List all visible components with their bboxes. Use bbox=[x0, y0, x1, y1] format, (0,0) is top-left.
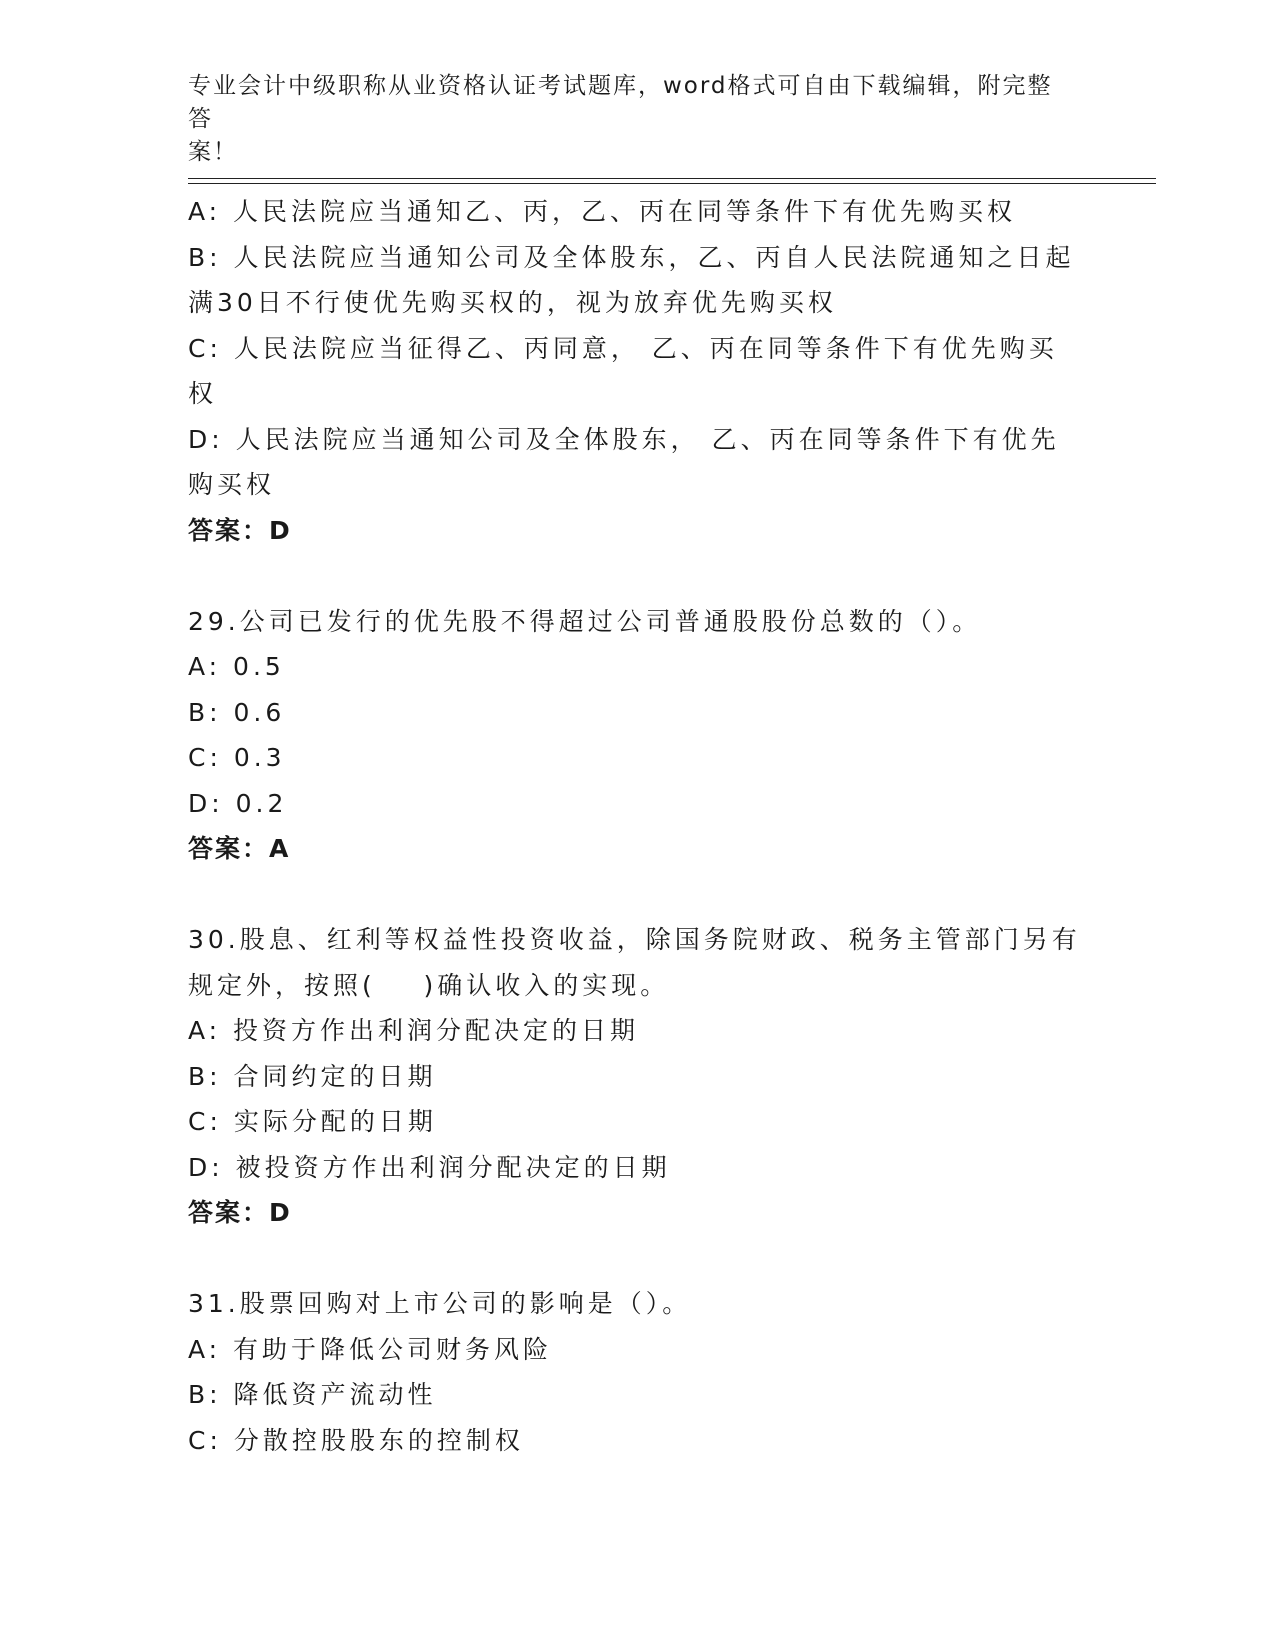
option-line: 满30日不行使优先购买权的，视为放弃优先购买权 bbox=[188, 288, 837, 317]
option-b: B: 合同约定的日期 bbox=[188, 1061, 437, 1091]
option-c: C: 分散控股股东的控制权 bbox=[188, 1425, 524, 1455]
answer-line: 答案：A bbox=[188, 834, 291, 863]
header-divider-top bbox=[188, 178, 1156, 179]
question-30 bbox=[188, 917, 1088, 1236]
option-line: B: 人民法院应当通知公司及全体股东，乙、丙自人民法院通知之日起 bbox=[188, 242, 1075, 272]
option-a: A: 有助于降低公司财务风险 bbox=[188, 1334, 553, 1364]
question-text: 规定外，按照( )确认收入的实现。 bbox=[188, 970, 670, 1000]
header-divider-bottom bbox=[188, 183, 1156, 184]
spacer bbox=[188, 872, 1088, 918]
option-a: A: 投资方作出利润分配决定的日期 bbox=[188, 1016, 640, 1045]
header-line-1: 专业会计中级职称从业资格认证考试题库，word格式可自由下载编辑，附完整答 bbox=[188, 73, 1053, 132]
option-line: C: 人民法院应当征得乙、丙同意， 乙、丙在同等条件下有优先购买 bbox=[188, 333, 1058, 363]
question-content bbox=[188, 189, 1088, 1463]
option-d: D: 0.2 bbox=[188, 788, 288, 818]
answer-line: 答案：D bbox=[188, 515, 292, 545]
option-line: A: 人民法院应当通知乙、丙，乙、丙在同等条件下有优先购买权 bbox=[188, 197, 1017, 226]
question-29 bbox=[188, 599, 1088, 872]
question-28 bbox=[188, 189, 1088, 553]
spacer bbox=[188, 553, 1088, 599]
option-line: 权 bbox=[188, 379, 218, 408]
question-text: 29.公司已发行的优先股不得超过公司普通股股份总数的（）。 bbox=[188, 606, 982, 636]
question-text: 31.股票回购对上市公司的影响是（）。 bbox=[188, 1289, 692, 1318]
answer-line: 答案：D bbox=[188, 1198, 292, 1227]
spacer bbox=[188, 1236, 1088, 1282]
option-line: 购买权 bbox=[188, 470, 276, 499]
option-c: C: 实际分配的日期 bbox=[188, 1107, 437, 1136]
option-a: A: 0.5 bbox=[188, 652, 285, 681]
page-header bbox=[188, 70, 1068, 169]
question-31 bbox=[188, 1281, 1088, 1463]
option-b: B: 0.6 bbox=[188, 697, 286, 727]
option-d: D: 被投资方作出利润分配决定的日期 bbox=[188, 1152, 671, 1182]
option-c: C: 0.3 bbox=[188, 743, 286, 772]
header-line-2: 案！ bbox=[188, 139, 238, 165]
option-b: B: 降低资产流动性 bbox=[188, 1380, 437, 1409]
option-line: D: 人民法院应当通知公司及全体股东， 乙、丙在同等条件下有优先 bbox=[188, 424, 1060, 454]
question-text: 30.股息、红利等权益性投资收益，除国务院财政、税务主管部门另有 bbox=[188, 925, 1081, 954]
